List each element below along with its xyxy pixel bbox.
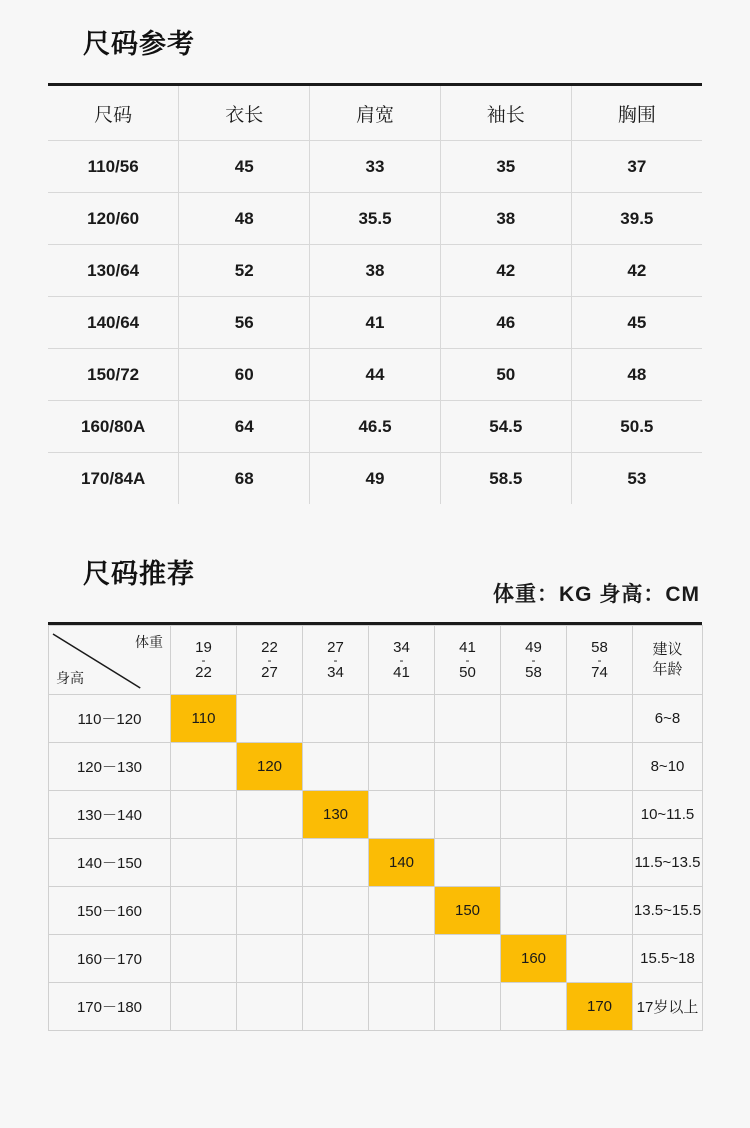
empty-cell bbox=[369, 887, 435, 935]
table-row bbox=[48, 141, 702, 193]
empty-cell bbox=[171, 983, 237, 1031]
cell-length: 52 bbox=[179, 245, 310, 297]
table-row bbox=[49, 887, 703, 935]
column-header-bust: 胸围 bbox=[571, 86, 702, 141]
empty-cell bbox=[237, 983, 303, 1031]
height-range-cell: 120－130 bbox=[49, 743, 171, 791]
empty-cell bbox=[369, 743, 435, 791]
cell-sleeve: 54.5 bbox=[440, 401, 571, 453]
height-range-cell: 170－180 bbox=[49, 983, 171, 1031]
height-range-cell: 110－120 bbox=[49, 695, 171, 743]
empty-cell bbox=[501, 791, 567, 839]
table-row bbox=[48, 297, 702, 349]
cell-bust: 42 bbox=[571, 245, 702, 297]
range-dash: - bbox=[333, 653, 338, 667]
size-recommendation-section bbox=[48, 530, 702, 1031]
empty-cell bbox=[237, 695, 303, 743]
empty-cell bbox=[369, 695, 435, 743]
range-dash: - bbox=[201, 653, 206, 667]
age-cell: 6~8 bbox=[633, 695, 703, 743]
table-row bbox=[48, 453, 702, 505]
cell-shoulder: 41 bbox=[310, 297, 441, 349]
empty-cell bbox=[303, 887, 369, 935]
weight-range-to: 22 bbox=[195, 664, 212, 681]
recommended-size-cell: 160 bbox=[501, 935, 567, 983]
empty-cell bbox=[567, 935, 633, 983]
empty-cell bbox=[501, 839, 567, 887]
empty-cell bbox=[237, 791, 303, 839]
cell-bust: 50.5 bbox=[571, 401, 702, 453]
table-row bbox=[48, 193, 702, 245]
cell-bust: 37 bbox=[571, 141, 702, 193]
empty-cell bbox=[435, 791, 501, 839]
table-row bbox=[49, 695, 703, 743]
cell-sleeve: 38 bbox=[440, 193, 571, 245]
cell-shoulder: 38 bbox=[310, 245, 441, 297]
weight-range-from: 49 bbox=[525, 638, 542, 656]
weight-range-header bbox=[237, 626, 303, 695]
recommended-size-cell: 130 bbox=[303, 791, 369, 839]
recommendation-header-row bbox=[49, 626, 703, 695]
size-recommendation-title: 尺码推荐 bbox=[83, 559, 195, 589]
table-row bbox=[49, 983, 703, 1031]
weight-range-header bbox=[501, 626, 567, 695]
recommended-size-cell: 110 bbox=[171, 695, 237, 743]
range-dash: - bbox=[597, 653, 602, 667]
weight-range-header bbox=[567, 626, 633, 695]
weight-range-from: 34 bbox=[393, 638, 410, 656]
cell-length: 64 bbox=[179, 401, 310, 453]
size-recommendation-table bbox=[48, 625, 703, 1031]
table-row bbox=[48, 401, 702, 453]
weight-range-header bbox=[369, 626, 435, 695]
cell-length: 45 bbox=[179, 141, 310, 193]
axis-label-weight: 体重 bbox=[135, 634, 163, 650]
empty-cell bbox=[369, 791, 435, 839]
table-header-row bbox=[48, 86, 702, 141]
axis-corner-cell bbox=[49, 626, 171, 695]
cell-size: 160/80A bbox=[48, 401, 179, 453]
age-cell: 15.5~18 bbox=[633, 935, 703, 983]
recommended-size-cell: 120 bbox=[237, 743, 303, 791]
column-header-sleeve: 袖长 bbox=[440, 86, 571, 141]
empty-cell bbox=[303, 935, 369, 983]
cell-length: 68 bbox=[179, 453, 310, 505]
weight-range-to: 74 bbox=[591, 664, 608, 681]
cell-size: 140/64 bbox=[48, 297, 179, 349]
weight-range-to: 27 bbox=[261, 664, 278, 681]
empty-cell bbox=[171, 791, 237, 839]
empty-cell bbox=[237, 935, 303, 983]
cell-size: 170/84A bbox=[48, 453, 179, 505]
empty-cell bbox=[501, 983, 567, 1031]
cell-bust: 48 bbox=[571, 349, 702, 401]
cell-sleeve: 46 bbox=[440, 297, 571, 349]
cell-bust: 45 bbox=[571, 297, 702, 349]
size-recommendation-header bbox=[48, 552, 702, 608]
range-dash: - bbox=[399, 653, 404, 667]
empty-cell bbox=[435, 983, 501, 1031]
height-range-cell: 160－170 bbox=[49, 935, 171, 983]
empty-cell bbox=[435, 839, 501, 887]
cell-length: 48 bbox=[179, 193, 310, 245]
age-cell: 17岁以上 bbox=[633, 983, 703, 1031]
cell-sleeve: 58.5 bbox=[440, 453, 571, 505]
empty-cell bbox=[303, 695, 369, 743]
cell-shoulder: 35.5 bbox=[310, 193, 441, 245]
weight-range-from: 22 bbox=[261, 638, 278, 656]
cell-sleeve: 42 bbox=[440, 245, 571, 297]
height-range-cell: 140－150 bbox=[49, 839, 171, 887]
recommended-size-cell: 170 bbox=[567, 983, 633, 1031]
cell-size: 130/64 bbox=[48, 245, 179, 297]
age-cell: 8~10 bbox=[633, 743, 703, 791]
table-row bbox=[49, 839, 703, 887]
column-header-size: 尺码 bbox=[48, 86, 179, 141]
empty-cell bbox=[435, 935, 501, 983]
units-note: 体重：KG 身高：CM bbox=[493, 583, 700, 606]
empty-cell bbox=[369, 983, 435, 1031]
age-cell: 10~11.5 bbox=[633, 791, 703, 839]
empty-cell bbox=[171, 935, 237, 983]
recommended-size-cell: 150 bbox=[435, 887, 501, 935]
age-cell: 13.5~15.5 bbox=[633, 887, 703, 935]
weight-range-from: 41 bbox=[459, 638, 476, 656]
size-reference-section bbox=[48, 0, 702, 504]
cell-shoulder: 33 bbox=[310, 141, 441, 193]
cell-length: 56 bbox=[179, 297, 310, 349]
weight-range-to: 50 bbox=[459, 664, 476, 681]
empty-cell bbox=[567, 839, 633, 887]
empty-cell bbox=[501, 695, 567, 743]
empty-cell bbox=[303, 743, 369, 791]
age-cell: 11.5~13.5 bbox=[633, 839, 703, 887]
cell-shoulder: 49 bbox=[310, 453, 441, 505]
cell-length: 60 bbox=[179, 349, 310, 401]
table-row bbox=[49, 935, 703, 983]
empty-cell bbox=[567, 887, 633, 935]
empty-cell bbox=[501, 887, 567, 935]
empty-cell bbox=[171, 743, 237, 791]
table-row bbox=[49, 743, 703, 791]
empty-cell bbox=[567, 695, 633, 743]
weight-range-header bbox=[303, 626, 369, 695]
column-header-length: 衣长 bbox=[179, 86, 310, 141]
empty-cell bbox=[171, 839, 237, 887]
empty-cell bbox=[369, 935, 435, 983]
empty-cell bbox=[303, 983, 369, 1031]
cell-bust: 39.5 bbox=[571, 193, 702, 245]
weight-range-to: 34 bbox=[327, 664, 344, 681]
size-reference-table bbox=[48, 86, 702, 504]
cell-shoulder: 46.5 bbox=[310, 401, 441, 453]
cell-bust: 53 bbox=[627, 468, 647, 488]
weight-range-to: 41 bbox=[393, 664, 410, 681]
height-range-cell: 130－140 bbox=[49, 791, 171, 839]
axis-label-height: 身高 bbox=[56, 670, 84, 686]
weight-range-from: 19 bbox=[195, 638, 212, 656]
age-header-line1: 建议 bbox=[652, 640, 683, 658]
range-dash: - bbox=[531, 653, 536, 667]
weight-range-header bbox=[435, 626, 501, 695]
empty-cell bbox=[237, 887, 303, 935]
weight-range-from: 27 bbox=[327, 638, 344, 656]
table-row bbox=[49, 791, 703, 839]
empty-cell bbox=[303, 839, 369, 887]
height-range-cell: 150－160 bbox=[49, 887, 171, 935]
cell-sleeve: 50 bbox=[440, 349, 571, 401]
size-reference-title: 尺码参考 bbox=[83, 29, 195, 59]
cell-size: 110/56 bbox=[48, 141, 179, 193]
table-row bbox=[48, 245, 702, 297]
empty-cell bbox=[435, 695, 501, 743]
empty-cell bbox=[501, 743, 567, 791]
weight-range-header bbox=[171, 626, 237, 695]
empty-cell bbox=[171, 887, 237, 935]
empty-cell bbox=[567, 743, 633, 791]
column-header-shoulder: 肩宽 bbox=[310, 86, 441, 141]
empty-cell bbox=[237, 839, 303, 887]
recommended-size-cell: 140 bbox=[369, 839, 435, 887]
empty-cell bbox=[567, 791, 633, 839]
age-header-line2: 年龄 bbox=[652, 661, 683, 678]
table-row bbox=[48, 349, 702, 401]
age-column-header bbox=[633, 626, 703, 695]
cell-size: 150/72 bbox=[48, 349, 179, 401]
weight-range-to: 58 bbox=[525, 664, 542, 681]
cell-shoulder: 44 bbox=[310, 349, 441, 401]
weight-range-from: 58 bbox=[591, 638, 608, 656]
cell-size: 120/60 bbox=[48, 193, 179, 245]
range-dash: - bbox=[465, 653, 470, 667]
empty-cell bbox=[435, 743, 501, 791]
range-dash: - bbox=[267, 653, 272, 667]
cell-sleeve: 35 bbox=[440, 141, 571, 193]
